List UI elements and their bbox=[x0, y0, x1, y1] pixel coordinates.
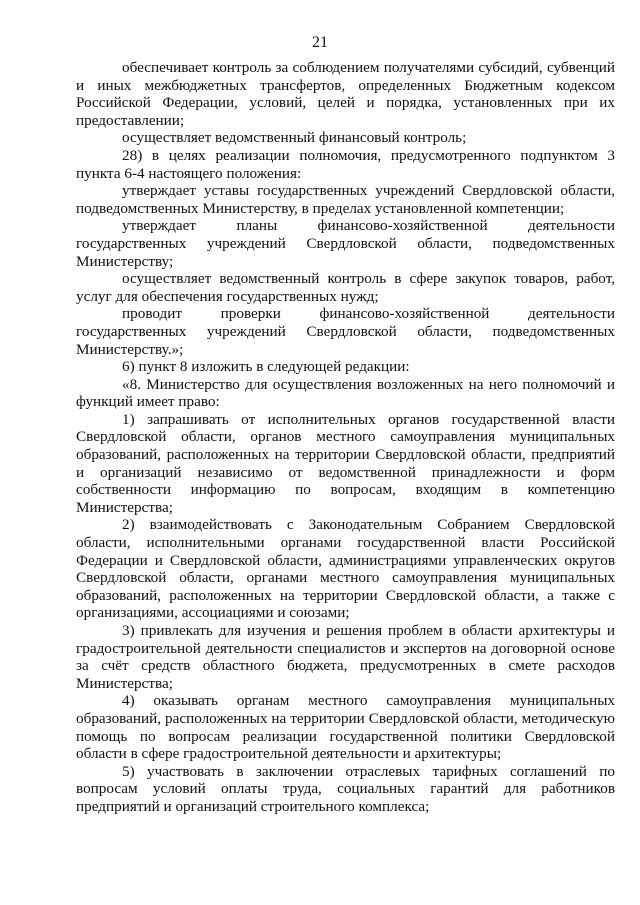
paragraph: 6) пункт 8 изложить в следующей редакции: bbox=[122, 358, 410, 376]
paragraph: 28) в целях реализации полномочия, предусмотренного подпунктом 3 пункта 6-4 настоящего положения: bbox=[76, 146, 615, 182]
list-item: 4) оказывать органам местного самоуправления муниципальных образований, расположенных на территории Свердловской области, методическую помощь по вопросам реализации государственной политики Свердловской области в сфере градостроительной деятельности и архитектуры; bbox=[76, 692, 615, 763]
document-body bbox=[76, 59, 615, 816]
list-item: 2) взаимодействовать с Законодательным Собранием Свердловской области, исполнительными органами государственной власти Российской Федерации и Свердловской области, администрациями управленческих округов Свердловской области, органами местного самоуправления муниципальных образований, расположенных на территории Свердловской области, а также с организациями, ассоциациями и союзами; bbox=[76, 516, 615, 622]
paragraph: утверждает планы финансово-хозяйственной деятельности государственных учреждений Свердловской области, подведомственных Министерству; bbox=[76, 217, 615, 270]
paragraph: осуществляет ведомственный финансовый контроль; bbox=[122, 129, 467, 147]
paragraph: утверждает уставы государственных учреждений Свердловской области, подведомственных Министерству, в пределах установленной компетенции; bbox=[76, 182, 615, 217]
paragraph: проводит проверки финансово-хозяйственной деятельности государственных учреждений Свердловской области, подведомственных Министерству.»; bbox=[76, 305, 615, 358]
page-number: 21 bbox=[312, 34, 328, 51]
paragraph: обеспечивает контроль за соблюдением получателями субсидий, субвенций и иных межбюджетных трансфертов, определенных Бюджетным кодексом Российской Федерации, условий, целей и порядка, установленных при их предоставлении; bbox=[76, 59, 615, 129]
list-item: 1) запрашивать от исполнительных органов государственной власти Свердловской области, органов местного самоуправления муниципальных образований, расположенных на территории Свердловской области, предприятий и организаций независимо от ведомственной принадлежности и форм собственности информацию по вопросам, входящим в компетенцию Министерства; bbox=[76, 410, 615, 516]
list-item: 5) участвовать в заключении отраслевых тарифных соглашений по вопросам условий оплаты труда, социальных гарантий для работников предприятий и организаций строительного комплекса; bbox=[76, 762, 615, 815]
paragraph: «8. Министерство для осуществления возложенных на него полномочий и функций имеет право: bbox=[76, 375, 615, 411]
paragraph: осуществляет ведомственный контроль в сфере закупок товаров, работ, услуг для обеспечения государственных нужд; bbox=[76, 270, 615, 305]
list-item: 3) привлекать для изучения и решения проблем в области архитектуры и градостроительной деятельности специалистов и экспертов на договорной основе за счёт средств областного бюджета, предусмотренных в смете расходов Министерства; bbox=[76, 622, 615, 692]
